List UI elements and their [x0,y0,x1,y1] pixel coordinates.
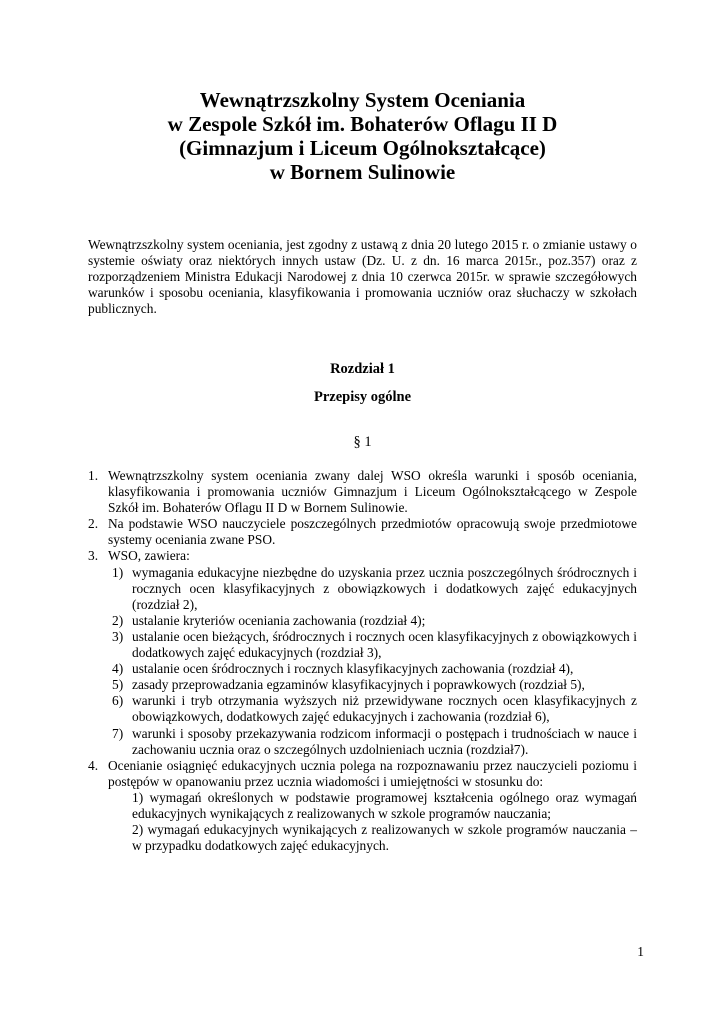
sub-list-item [88,629,637,661]
list-item-text: Na podstawie WSO nauczyciele poszczególnych przedmiotów opracowują swoje przedmiotowe systemy oceniania zwane PSO. [108,516,637,548]
sub-list-item: 1) wymagań określonych w podstawie programowej kształcenia ogólnego oraz wymagań edukacyjnych wynikających z realizowanych w szkole programów nauczania; [132,789,637,821]
sub-item-number: 7) [112,725,124,741]
list-item-text: Wewnątrzszkolny system oceniania zwany dalej WSO określa warunki i sposób oceniania, klasyfikowania i promowania uczniów Gimnazjum i Liceum Ogólnokształcącego w Zespole Szkół im. Bohaterów Oflagu II D w Bornem Sulinowie. [108,468,637,516]
sub-item-number: 6) [112,693,124,709]
sub-item-text: zasady przeprowadzania egzaminów klasyfikacyjnych i poprawkowych (rozdział 5), [132,677,585,693]
list-item [88,758,637,790]
sub-list-item [88,613,637,629]
sub-list-item [88,677,637,693]
list-item-number: 4. [88,757,99,773]
list-item-text: Ocenianie osiągnięć edukacyjnych ucznia polega na rozpoznawaniu przez nauczycieli poziomu i postępów w opanowaniu przez ucznia wiadomości i umiejętności w stosunku do: [108,757,637,789]
list-item-number: 1. [88,468,99,483]
chapter-number: Rozdział 1 [330,361,395,377]
chapter-name: Przepisy ogólne [313,389,412,405]
sub-item-number: 3) [112,628,124,644]
numbered-list [88,468,637,854]
sub-list-item [88,726,637,758]
list-item [88,516,637,548]
document-title [0,88,725,184]
sub-item-text: warunki i sposoby przekazywania rodzicom informacji o postępach i trudnościach w nauce i zachowaniu ucznia oraz o szczególnych uzdolnieniach ucznia (rozdział7). [132,725,637,757]
page-number: 1 [637,944,644,959]
sub-item-text: ustalanie ocen śródrocznych i rocznych klasyfikacyjnych zachowania (rozdział 4), [132,661,574,677]
sub-item-text: ustalanie kryteriów oceniania zachowania (rozdział 4); [132,612,426,628]
sub-item-text: warunki i tryb otrzymania wyższych niż przewidywane rocznych ocen klasyfikacyjnych z obowiązkowych, dodatkowych zajęć edukacyjnych i zachowania (rozdział 6), [132,693,637,725]
sub-list-item [88,661,637,677]
list-item-number: 2. [88,516,99,532]
sub-item-number: 1) [112,564,124,580]
sub-item-number: 5) [112,677,124,693]
sub-list-item [88,693,637,725]
sub-item-text: ustalanie ocen bieżących, śródrocznych i rocznych ocen klasyfikacyjnych z obowiązkowych i dodatkowych zajęć edukacyjnych (rozdział 3), [132,628,637,661]
title-line-2: w Zespole Szkół im. Bohaterów Oflagu II D [167,112,558,136]
sub-list-item [88,565,637,613]
list-item-number: 3. [88,548,99,564]
title-line-4: w Bornem Sulinowie [269,160,456,184]
section-mark: § 1 [353,434,372,450]
list-item-text: WSO, zawiera: [108,548,190,564]
list-item [88,468,637,516]
title-line-3: (Gimnazjum i Liceum Ogólnokształcące) [179,136,546,160]
list-item [88,548,637,564]
title-line-1: Wewnątrzszkolny System Oceniania [199,88,526,112]
sub-item-number: 2) [112,612,124,628]
intro-paragraph: Wewnątrzszkolny system oceniania, jest zgodny z ustawą z dnia 20 lutego 2015 r. o zmianie ustawy o systemie oświaty oraz niektórych innych ustaw (Dz. U. z dn. 16 marca 2015r., poz.357) oraz z rozporządzeniem Ministra Edukacji Narodowej z dnia 10 czerwca 2015r. w sprawie szczegółowych warunków i sposobu oceniania, klasyfikowania i promowania uczniów oraz słuchaczy w szkołach publicznych. [88,237,637,316]
sub-list-item: 2) wymagań edukacyjnych wynikających z realizowanych w szkole programów nauczania – w przypadku dodatkowych zajęć edukacyjnych. [132,822,637,854]
sub-item-number: 4) [112,661,124,677]
sub-item-text: wymagania edukacyjne niezbędne do uzyskania przez ucznia poszczególnych śródrocznych i rocznych ocen klasyfikacyjnych z obowiązkowych i dodatkowych zajęć edukacyjnych (rozdział 2), [132,564,637,612]
